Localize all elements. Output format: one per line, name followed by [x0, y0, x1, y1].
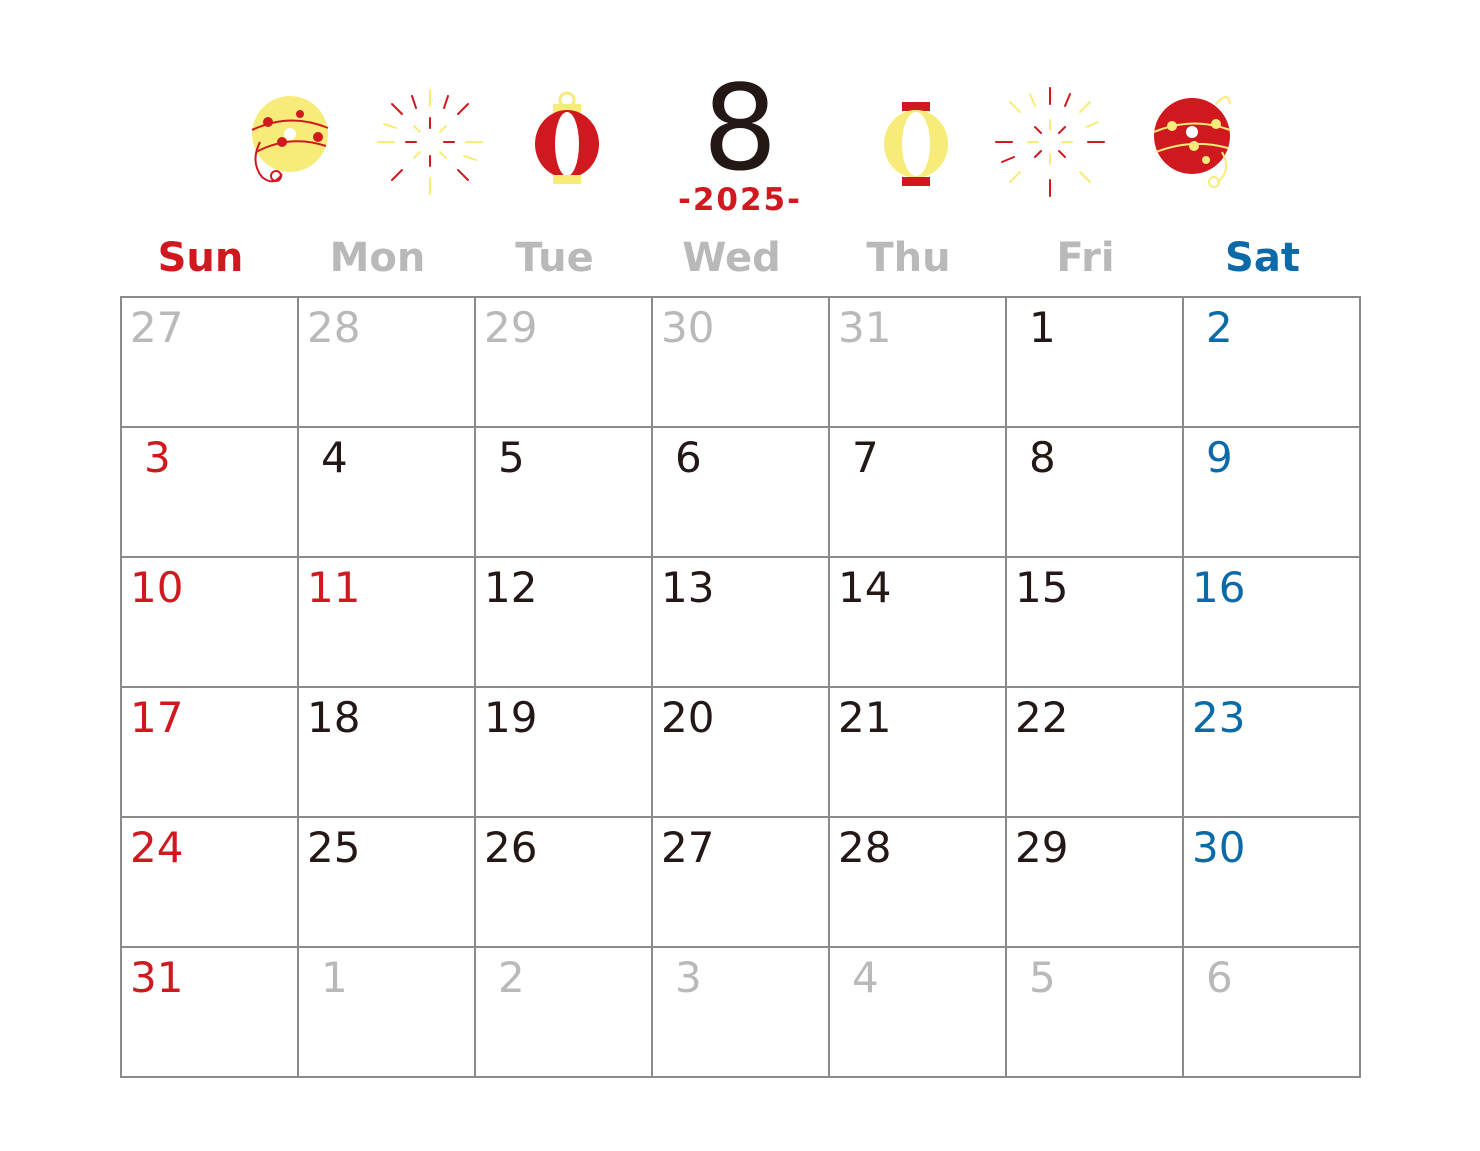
day-number: 26 [484, 823, 538, 872]
day-cell[interactable] [829, 557, 1006, 687]
day-number: 27 [130, 303, 184, 352]
day-number: 27 [661, 823, 715, 872]
day-cell[interactable] [121, 297, 298, 427]
day-number: 30 [661, 303, 715, 352]
day-cell[interactable] [121, 817, 298, 947]
day-cell[interactable] [475, 557, 652, 687]
day-number: 29 [484, 303, 538, 352]
day-number: 1 [1029, 303, 1056, 352]
week-row [121, 297, 1360, 427]
day-number: 2 [1206, 303, 1233, 352]
day-cell[interactable] [652, 297, 829, 427]
day-number: 25 [307, 823, 361, 872]
day-number: 20 [661, 693, 715, 742]
year-label: -2025- [677, 182, 802, 218]
lantern-icon [507, 82, 627, 202]
day-cell[interactable] [652, 687, 829, 817]
weekday-mon: Mon [329, 235, 426, 281]
day-cell[interactable] [475, 427, 652, 557]
day-number: 9 [1206, 433, 1233, 482]
day-number: 5 [498, 433, 525, 482]
weekday-thu: Thu [866, 235, 951, 281]
day-cell[interactable] [121, 427, 298, 557]
day-cell[interactable] [475, 687, 652, 817]
day-cell[interactable] [1183, 817, 1360, 947]
day-number: 10 [130, 563, 184, 612]
day-number: 18 [307, 693, 361, 742]
day-cell[interactable] [298, 297, 475, 427]
day-cell[interactable] [652, 557, 829, 687]
day-number: 6 [1206, 953, 1233, 1002]
day-cell[interactable] [121, 557, 298, 687]
day-cell[interactable] [1183, 427, 1360, 557]
day-cell[interactable] [298, 817, 475, 947]
day-number: 8 [1029, 433, 1056, 482]
day-cell[interactable] [1006, 427, 1183, 557]
day-number: 14 [838, 563, 892, 612]
day-cell[interactable] [1006, 947, 1183, 1077]
day-cell[interactable] [1183, 297, 1360, 427]
lantern-icon [856, 82, 976, 202]
weekday-sun: Sun [157, 235, 244, 281]
day-number: 17 [130, 693, 184, 742]
day-cell[interactable] [121, 687, 298, 817]
day-cell[interactable] [475, 817, 652, 947]
day-number: 22 [1015, 693, 1069, 742]
day-number: 24 [130, 823, 184, 872]
day-cell[interactable] [829, 687, 1006, 817]
day-number: 13 [661, 563, 715, 612]
weekday-wed: Wed [682, 235, 781, 281]
day-number: 12 [484, 563, 538, 612]
day-cell[interactable] [1006, 297, 1183, 427]
month-title: 8 [702, 59, 778, 197]
weekday-fri: Fri [1056, 235, 1115, 281]
day-number: 2 [498, 953, 525, 1002]
day-number: 5 [1029, 953, 1056, 1002]
day-number: 21 [838, 693, 892, 742]
day-cell[interactable] [829, 817, 1006, 947]
calendar-grid [120, 296, 1361, 1078]
day-number: 30 [1192, 823, 1246, 872]
day-cell[interactable] [829, 947, 1006, 1077]
day-cell[interactable] [652, 947, 829, 1077]
weekday-header [112, 232, 1376, 284]
day-number: 29 [1015, 823, 1069, 872]
day-cell[interactable] [1006, 687, 1183, 817]
day-cell[interactable] [298, 427, 475, 557]
day-number: 3 [144, 433, 171, 482]
day-cell[interactable] [475, 297, 652, 427]
firework-icon [990, 82, 1110, 202]
day-number: 16 [1192, 563, 1246, 612]
day-cell[interactable] [298, 947, 475, 1077]
day-cell[interactable] [298, 557, 475, 687]
day-number: 4 [321, 433, 348, 482]
day-cell[interactable] [1006, 817, 1183, 947]
day-cell[interactable] [1183, 947, 1360, 1077]
day-number: 15 [1015, 563, 1069, 612]
day-cell[interactable] [652, 427, 829, 557]
day-cell[interactable] [298, 687, 475, 817]
week-row [121, 947, 1360, 1077]
day-number: 6 [675, 433, 702, 482]
day-number: 4 [852, 953, 879, 1002]
week-row [121, 557, 1360, 687]
firework-icon [370, 82, 490, 202]
day-cell[interactable] [121, 947, 298, 1077]
day-number: 19 [484, 693, 538, 742]
week-row [121, 817, 1360, 947]
day-number: 28 [838, 823, 892, 872]
day-cell[interactable] [1183, 557, 1360, 687]
day-cell[interactable] [1183, 687, 1360, 817]
day-cell[interactable] [829, 427, 1006, 557]
day-cell[interactable] [829, 297, 1006, 427]
day-number: 28 [307, 303, 361, 352]
day-number: 31 [838, 303, 892, 352]
week-row [121, 687, 1360, 817]
weekday-sat: Sat [1225, 235, 1300, 281]
day-number: 23 [1192, 693, 1246, 742]
day-number: 7 [852, 433, 879, 482]
day-number: 11 [307, 563, 361, 612]
day-number: 31 [130, 953, 184, 1002]
week-row [121, 427, 1360, 557]
day-cell[interactable] [652, 817, 829, 947]
weekday-tue: Tue [515, 235, 594, 281]
day-cell[interactable] [1006, 557, 1183, 687]
wind-chime-icon [230, 82, 350, 202]
day-cell[interactable] [475, 947, 652, 1077]
day-number: 3 [675, 953, 702, 1002]
day-number: 1 [321, 953, 348, 1002]
wind-chime-icon [1132, 82, 1252, 202]
